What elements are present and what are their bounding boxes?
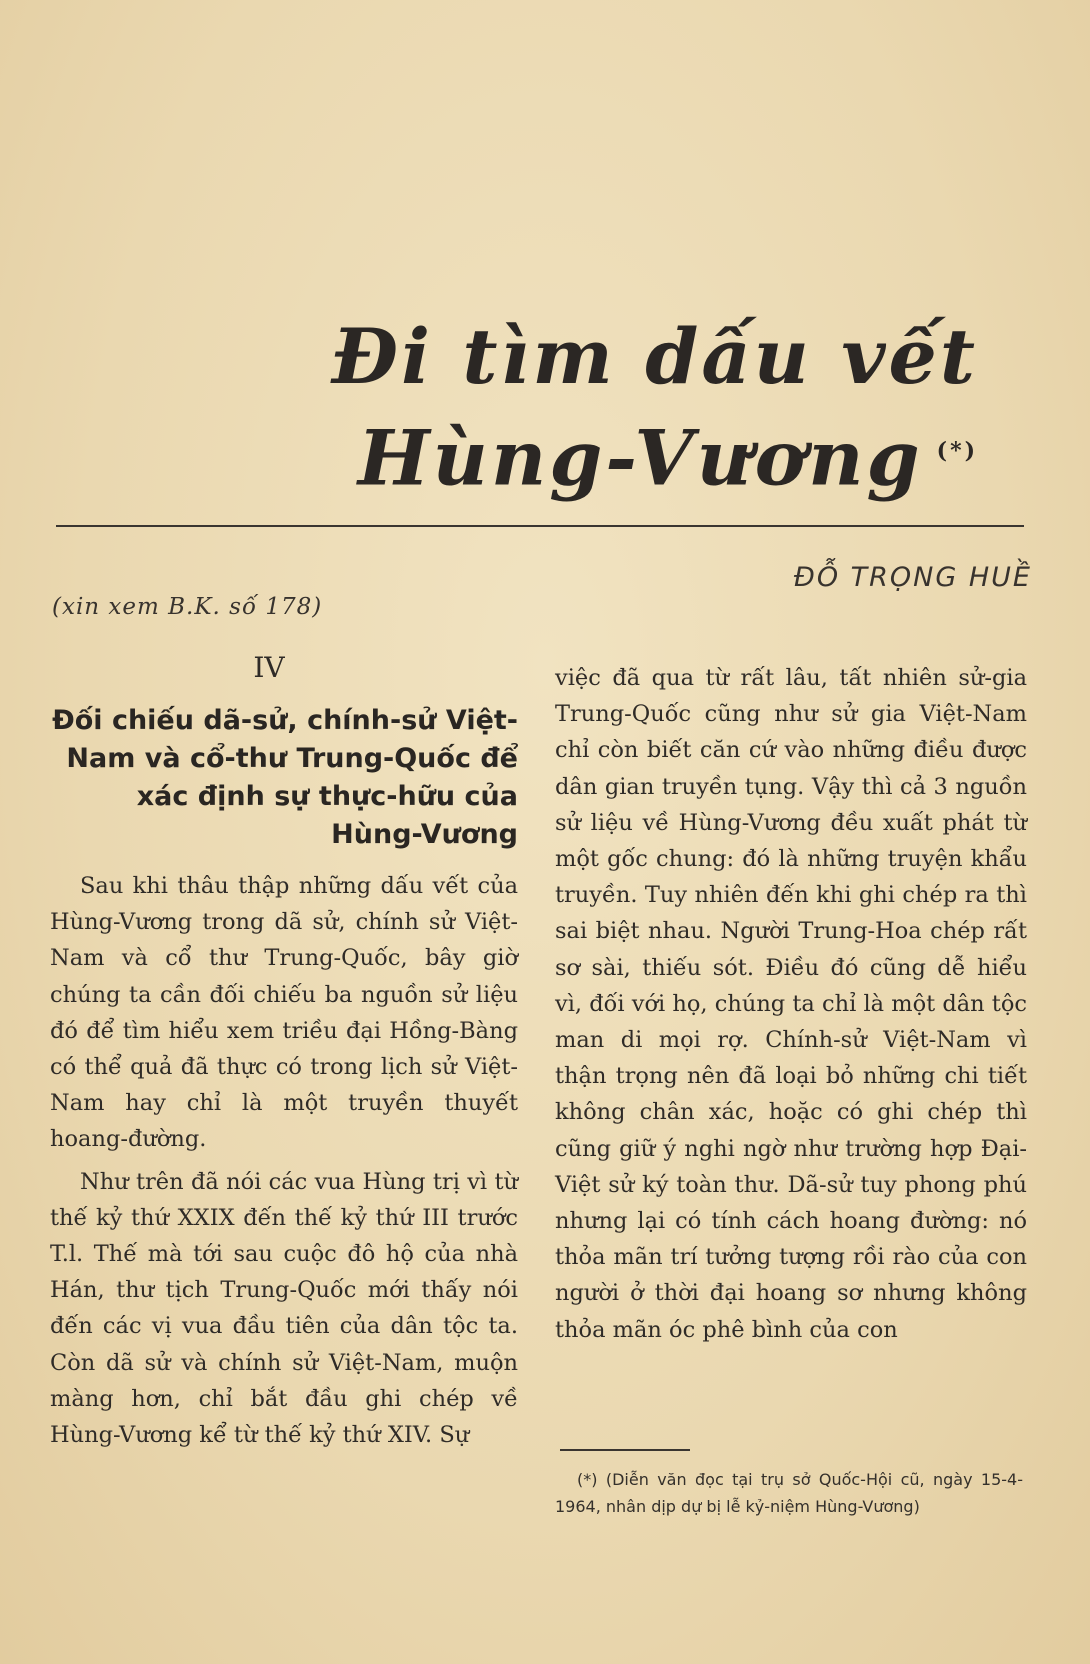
left-column: [50, 650, 518, 1453]
title-footnote-mark: (*): [936, 438, 978, 464]
continuation-reference: (xin xem B.K. số 178): [52, 594, 323, 620]
section-heading: Đối chiếu dã-sử, chính-sử Việt-Nam và cổ-thư Trung-Quốc để xác định sự thực-hữu của Hùng-Vương: [52, 705, 518, 850]
title-line-2-text: Hùng-Vương: [357, 413, 923, 503]
footnote: (*) (Diễn văn đọc tại trụ sở Quốc-Hội cũ, ngày 15-4-1964, nhân dịp dự bị lễ kỷ-niệm Hùng-Vương): [555, 1470, 1023, 1516]
title-line-2: [332, 404, 978, 505]
paragraph: việc đã qua từ rất lâu, tất nhiên sử-gia Trung-Quốc cũng như sử gia Việt-Nam chỉ còn biết căn cứ vào những điều được dân gian truyền tụng. Vậy thì cả 3 nguồn sử liệu về Hùng-Vương đều xuất phát từ một gốc chung: đó là những truyện khẩu truyền. Tuy nhiên đến khi ghi chép ra thì sai biệt nhau. Người Trung-Hoa chép rất sơ sài, thiếu sót. Điều đó cũng dễ hiểu vì, đối với họ, chúng ta chỉ là một dân tộc man di mọi rợ. Chính-sử Việt-Nam vì thận trọng nên đã loại bỏ những chi tiết không chân xác, hoặc có ghi chép thì cũng giữ ý nghi ngờ như trường hợp Đại-Việt sử ký toàn thư. Dã-sử tuy phong phú nhưng lại có tính cách hoang đường: nó thỏa mãn trí tưởng tượng rồi rào của con người ở thời đại hoang sơ nhưng không thỏa mãn óc phê bình của con: [555, 665, 1027, 1343]
right-column: [555, 660, 1027, 1348]
title-divider: [56, 525, 1024, 527]
author-name: ĐỖ TRỌNG HUỀ: [793, 562, 1032, 593]
title-line-1: Đi tìm dấu vết: [331, 312, 978, 401]
section-number: IV: [253, 651, 285, 684]
paragraph: Như trên đã nói các vua Hùng trị vì từ thế kỷ thứ XXIX đến thế kỷ thứ III trước T.l. Thế mà tới sau cuộc đô hộ của nhà Hán, thư tịch Trung-Quốc mới thấy nói đến các vị vua đầu tiên của dân tộc ta. Còn dã sử và chính sử Việt-Nam, muộn màng hơn, chỉ bắt đầu ghi chép về Hùng-Vương kể từ thế kỷ thứ XIV. Sự: [50, 1168, 518, 1449]
paragraph: Sau khi thâu thập những dấu vết của Hùng-Vương trong dã sử, chính sử Việt-Nam và cổ thư Trung-Quốc, bây giờ chúng ta cần đối chiếu ba nguồn sử liệu đó để tìm hiểu xem triều đại Hồng-Bàng có thể quả đã thực có trong lịch sử Việt-Nam hay chỉ là một truyền thuyết hoang-đường.: [50, 873, 518, 1153]
article-title: [332, 310, 978, 505]
footnote-divider: [560, 1449, 690, 1451]
